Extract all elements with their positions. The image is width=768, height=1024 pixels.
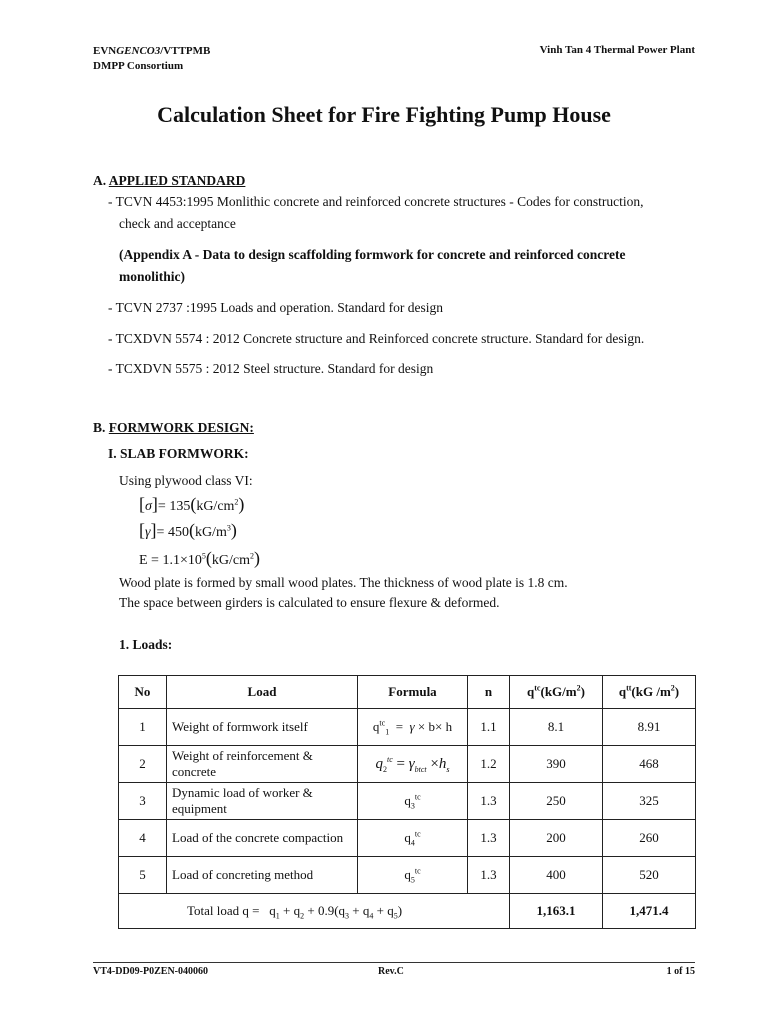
total-qtt: 1,471.4 [603,894,696,929]
section-b-heading: B. FORMWORK DESIGN: [93,420,254,435]
formula-q5: $q_5^{tc}$ [358,857,468,894]
plant-name: Vinh Tan 4 Thermal Power Plant [539,44,695,56]
standard-tcvn-4453: - TCVN 4453:1995 Monlithic concrete and reinforced concrete structures - Codes for construction, check and acceptance [108,194,644,231]
table-row: 2 Weight of reinforcement & concrete $q_2^{tc} = \gamma_{btct} \times h_s$ 1.2 390 468 [119,746,696,783]
total-qtc: 1,163.1 [510,894,603,929]
appendix-note: (Appendix A - Data to design scaffolding formwork for concrete and reinforced concrete monolithic) [119,247,626,284]
formula-q4: $q_4^{tc}$ [358,820,468,857]
standard-tcvn-2737: - TCVN 2737 :1995 Loads and operation. Standard for design [108,300,443,315]
loads-table [118,675,696,929]
consortium-name: DMPP Consortium [93,60,184,72]
footer-divider [93,962,695,963]
header-n: n [468,676,510,709]
loads-heading: 1. Loads: [119,637,173,652]
slab-formwork-heading: I. SLAB FORMWORK: [108,446,249,461]
header-left [93,44,210,74]
page-number: 1 of 15 [666,966,695,977]
header-qtt: $q^{tt}(kG$ $/m^2$) [603,676,696,709]
page-title: Calculation Sheet for Fire Fighting Pump House [157,102,611,127]
header-formula: Formula [358,676,468,709]
total-row [119,894,696,929]
revision: Rev.C [378,966,404,977]
section-a-heading: A. APPLIED STANDARD [93,173,246,188]
table-header-row [119,676,696,709]
standard-tcxdvn-5575: - TCXDVN 5575 : 2012 Steel structure. Standard for design [108,361,434,376]
formula-q3: $q_3^{tc}$ [358,783,468,820]
table-row: 5 Load of concreting method $q_5^{tc}$ 1.3 400 520 [119,857,696,894]
header-qtc: $q^{tc}(kG/m^2)$ [510,676,603,709]
standard-tcxdvn-5574: - TCXDVN 5574 : 2012 Concrete structure and Reinforced concrete structure. Standard for design. [108,331,645,346]
table-row: 4 Load of the concrete compaction $q_4^{tc}$ 1.3 200 260 [119,820,696,857]
org-name: EVNGENCO3/VTTPMB [93,45,211,57]
table-row: 3 Dynamic load of worker & equipment $q_3^{tc}$ 1.3 250 325 [119,783,696,820]
formula-q2: $q_2^{tc} = \gamma_{btct} \times h_s$ [358,746,468,783]
total-load-formula: Total load $q = q_1 + q_2 + 0.9(q_3 + q_4 + q_5)$ [119,894,510,929]
elasticity-formula: $E = 1.1\times 10^5(kG/cm^2)$ [139,548,260,568]
header-no: No [119,676,167,709]
table-row: 1 Weight of formwork itself $q^{tc}_1 = \gamma \times b\times h$ 1.1 8.1 8.91 [119,709,696,746]
plywood-class: Using plywood class VI: [119,473,253,488]
gamma-formula: $[\gamma]= 450(kG/m^3)$ [139,520,237,540]
document-number: VT4-DD09-P0ZEN-040060 [93,966,208,977]
sigma-formula: $[\sigma]= 135(kG/cm^2)$ [139,494,245,514]
formula-q1: $q^{tc}_1 = \gamma \times b\times h$ [358,709,468,746]
header-load: Load [167,676,358,709]
wood-plate-description: Wood plate is formed by small wood plates. The thickness of wood plate is 1.8 cm. The space between girders is calculated to ensure flexure & deformed. [119,575,568,610]
